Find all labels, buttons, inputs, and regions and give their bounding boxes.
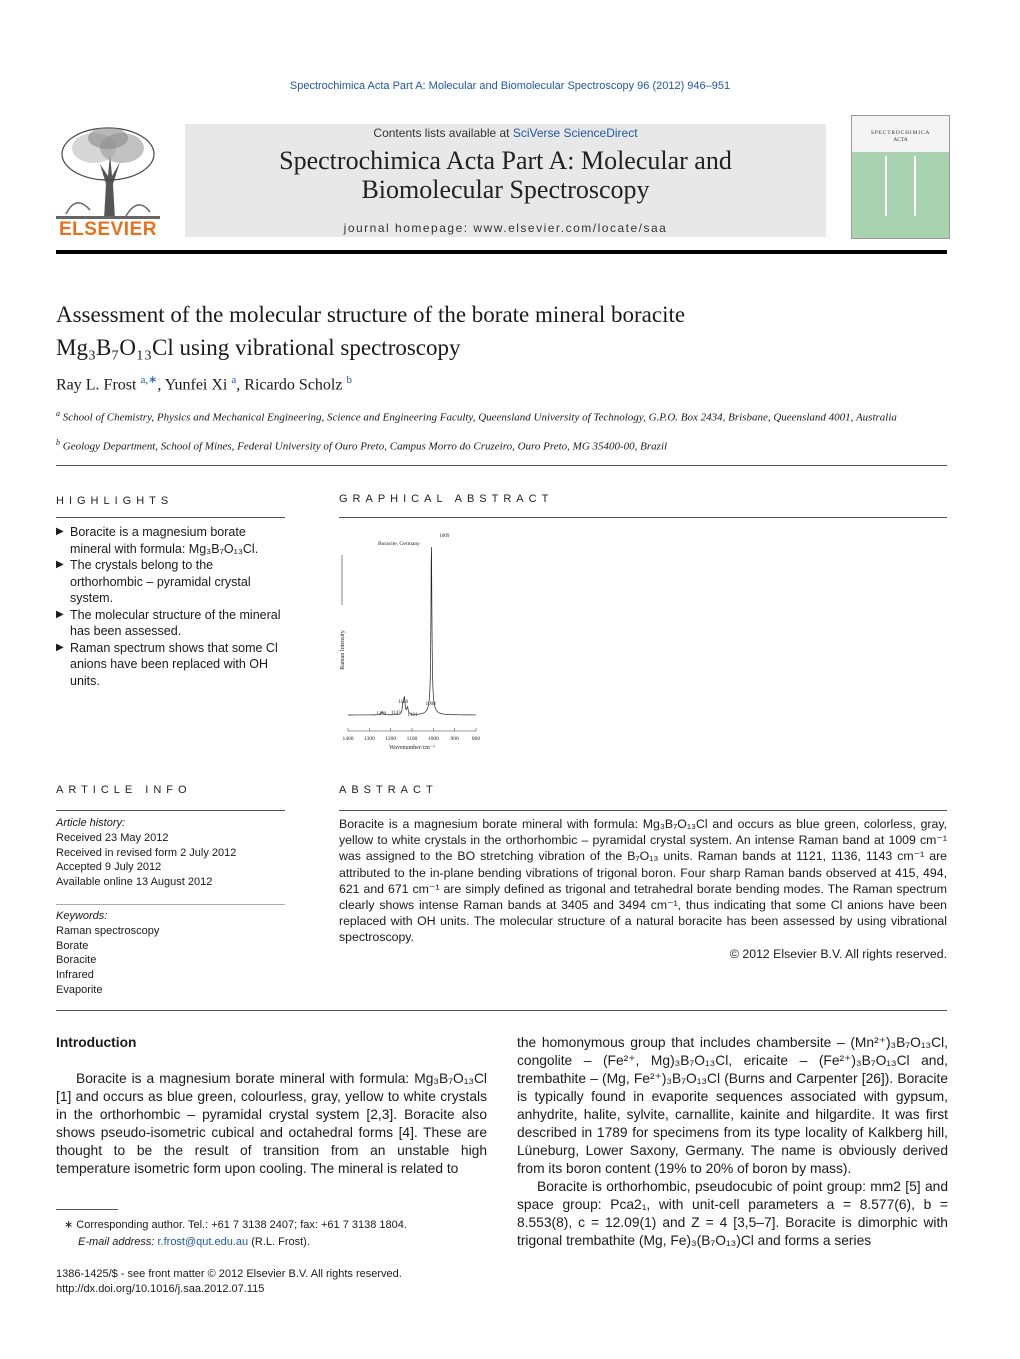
keywords-block <box>56 909 285 998</box>
highlights-list <box>56 524 286 689</box>
keyword: Raman spectroscopy <box>56 924 160 937</box>
abstract-divider <box>339 810 947 811</box>
introduction-left-paragraph: Boracite is a magnesium borate mineral with formula: Mg₃B₇O₁₃Cl [1] and occurs as blue green, colourless, gray, yellow to white crystals in the orthorhombic – pyramidal crystal system [2,3]. Boracite also shows pseudo-isometric cubical and octahedral forms [4]. These are thought to be the result of transition from an unstable high temperature isometric form upon cooling. The mineral is related to <box>56 1071 487 1176</box>
contents-prefix: Contents lists available at <box>373 126 510 140</box>
front-matter-note: 1386-1425/$ - see front matter © 2012 Elsevier B.V. All rights reserved. <box>56 1268 402 1280</box>
header-divider <box>56 250 947 254</box>
abstract-heading: ABSTRACT <box>339 784 438 796</box>
chart-x-ticks <box>343 728 481 742</box>
affiliation-mark: a <box>56 409 60 418</box>
chart-x-tick-label: 900 <box>450 736 459 742</box>
article-info-heading: ARTICLE INFO <box>56 784 192 796</box>
cover-stripe <box>885 156 887 216</box>
author-separator: , <box>236 376 245 394</box>
copyright-line: © 2012 Elsevier B.V. All rights reserved. <box>729 947 947 961</box>
article-history-label: Article history: <box>56 817 126 829</box>
journal-homepage[interactable]: journal homepage: www.elsevier.com/locate/saa <box>343 221 668 235</box>
article-title-line1: Assessment of the molecular structure of the borate mineral boracite <box>56 302 686 327</box>
highlight-item: ▶ The crystals belong to the orthorhombic – pyramidal crystal system. <box>56 558 251 605</box>
raman-spectrum-chart[interactable] <box>330 525 500 755</box>
keyword: Borate <box>56 939 89 952</box>
author-name[interactable]: Ricardo Scholz <box>244 376 343 394</box>
body-divider <box>56 1010 947 1011</box>
article-history <box>56 816 285 890</box>
chart-x-axis-label: Wavenumber/cm⁻¹ <box>389 745 435 751</box>
cover-title-1: SPECTROCHIMICA <box>870 130 931 136</box>
highlights-divider <box>56 517 285 518</box>
bullet-triangle-icon: ▶ <box>56 526 64 537</box>
chart-peak-label: 1008 <box>425 702 436 707</box>
highlight-item: ▶ Boracite is a magnesium borate mineral with formula: Mg₃B₇O₁₃Cl. <box>56 525 259 556</box>
keyword: Evaporite <box>56 983 103 996</box>
chart-peak-label: 1136 <box>398 700 409 705</box>
chart-peak-label: 1143 <box>390 711 401 716</box>
chart-peak-labels <box>376 534 450 718</box>
chart-x-tick-label: 1200 <box>385 736 397 742</box>
chart-peak-label: 1121 <box>407 713 418 718</box>
footnote-divider <box>56 1209 118 1210</box>
history-entry: Received 23 May 2012 <box>56 831 169 844</box>
chart-peak-label: 1240 <box>376 712 387 717</box>
chart-x-tick-label: 1300 <box>363 736 375 742</box>
keyword: Boracite <box>56 954 97 967</box>
publisher-wordmark[interactable]: ELSEVIER <box>59 219 157 240</box>
email-link[interactable]: r.frost@qut.edu.au <box>157 1236 249 1248</box>
graphical-abstract-divider <box>339 517 947 518</box>
journal-reference[interactable]: Spectrochimica Acta Part A: Molecular and Biomolecular Spectroscopy 96 (2012) 946–951 <box>289 80 731 92</box>
article-title <box>56 298 936 364</box>
history-entry: Accepted 9 July 2012 <box>56 861 162 874</box>
author-affiliation-mark[interactable]: b <box>346 374 352 386</box>
email-suffix: (R.L. Frost). <box>251 1236 310 1248</box>
author-separator: , <box>157 376 165 394</box>
bullet-triangle-icon: ▶ <box>56 608 64 620</box>
sciencedirect-link[interactable]: SciVerse ScienceDirect <box>512 126 638 140</box>
abstract-text: Boracite is a magnesium borate mineral with formula: Mg₃B₇O₁₃Cl and occurs as blue green, colorless, gray, yellow to white crystals in the orthorhombic – pyramidal crystal system. An intense Raman band at 1009 cm⁻¹ was assigned to the BO stretching vibration of the B₇O₁₃ units. Raman bands at 1121, 1136, 1143 cm⁻¹ are attributed to the in-plane bending vibrations of trigonal boron. Four sharp Raman bands observed at 415, 494, 621 and 671 cm⁻¹ are simply defined as trigonal and tetrahedral borate bending modes. The Raman spectrum clearly shows intense Raman bands at 3405 and 3494 cm⁻¹, thus indicating that some Cl anions have been replaced with OH units. The molecular structure of a natural boracite has been assessed by using vibrational spectroscopy. <box>339 817 947 945</box>
affiliation-text: Geology Department, School of Mines, Federal University of Ouro Preto, Campus Morro do Cruzeiro, Ouro Preto, MG 35400-00, Brazil <box>62 440 668 453</box>
chart-title: Boracite, Germany <box>378 541 420 547</box>
introduction-right-paragraph-1: the homonymous group that includes chambersite – (Mn²⁺)₃B₇O₁₃Cl, congolite – (Fe²⁺, Mg)₃B₇O₁₃Cl, ericaite – (Fe²⁺)₃B₇O₁₃Cl and, trembathite – (Mg, Fe²⁺)₃B₇O₁₃Cl (Burns and Carpenter [26]). Boracite is typically found in evaporite sequences associated with gypsum, anhydrite, halite, sylvite, carnallite, kainite and hilgardite. It was first described in 1789 for specimens from its type locality of Kalkberg hill, Lüneburg, Lower Saxony, Germany. The name is obviously derived from its boron content (19% to 20% of boron by mass). <box>517 1035 948 1176</box>
author-list <box>56 373 936 394</box>
article-info-divider <box>56 810 285 811</box>
affiliation-a <box>56 407 936 425</box>
chart-y-axis-label: Raman Intensity <box>340 630 346 670</box>
author-affiliation-mark[interactable]: a,∗ <box>140 374 158 386</box>
author-name[interactable]: Yunfei Xi <box>164 376 228 394</box>
highlight-item: ▶ Raman spectrum shows that some Cl anions have been replaced with OH units. <box>56 640 278 688</box>
graphical-abstract-heading: GRAPHICAL ABSTRACT <box>339 493 554 505</box>
chart-x-tick-label: 800 <box>471 736 481 742</box>
chart-series-line <box>348 547 476 715</box>
chart-x-tick-label: 1400 <box>342 736 354 742</box>
cover-title-2: ACTA <box>893 137 908 143</box>
affiliation-text: School of Chemistry, Physics and Mechanical Engineering, Science and Engineering Faculty, Queensland University of Technology, G.P.O. Box 2434, Brisbane, Queensland 4001, Australia <box>62 411 897 424</box>
author-name[interactable]: Ray L. Frost <box>56 376 137 394</box>
history-entry: Available online 13 August 2012 <box>56 876 213 889</box>
journal-title-line1: Spectrochimica Acta Part A: Molecular and <box>279 146 732 175</box>
keyword: Infrared <box>56 969 94 982</box>
keywords-label: Keywords: <box>56 910 108 922</box>
contents-line <box>185 126 826 140</box>
highlights-heading: HIGHLIGHTS <box>56 495 174 507</box>
affiliation-divider <box>56 465 947 466</box>
chart-x-tick-label: 1100 <box>406 736 418 742</box>
author-affiliation-mark[interactable]: a <box>231 374 237 386</box>
doi-link[interactable]: http://dx.doi.org/10.1016/j.saa.2012.07.115 <box>56 1283 265 1295</box>
journal-title-line2: Biomolecular Spectroscopy <box>361 175 650 204</box>
bullet-triangle-icon: ▶ <box>56 641 64 653</box>
affiliation-b <box>56 436 936 454</box>
chart-x-tick-label: 1000 <box>427 736 439 742</box>
cover-stripe <box>914 156 916 216</box>
email-label: E-mail address: <box>78 1236 155 1248</box>
keywords-divider <box>56 904 285 905</box>
journal-cover-image[interactable] <box>851 115 950 239</box>
email-note <box>78 1234 498 1250</box>
article-title-line2: Mg₃B₇O₁₃Cl using vibrational spectroscopy <box>56 335 461 360</box>
introduction-right-paragraph-2: Boracite is orthorhombic, pseudocubic of point group: mm2 [5] and space group: Pca2₁, with unit-cell parameters a = 8.577(6), b = 8.553(8), c = 12.09(1) and Z = 4 [3,5–7]. Boracite is dimorphic with trigonal trembathite (Mg, Fe)₃(B₇O₁₃)Cl and forms a series <box>517 1179 948 1248</box>
affiliation-mark: b <box>56 438 60 447</box>
journal-title[interactable] <box>185 146 826 204</box>
introduction-heading: Introduction <box>56 1035 137 1050</box>
chart-peak-label: 1009 <box>439 534 450 539</box>
history-entry: Received in revised form 2 July 2012 <box>56 846 237 859</box>
highlight-item: ▶ The molecular structure of the mineral has been assessed. <box>56 607 281 638</box>
corresponding-author-note: ∗ Corresponding author. Tel.: +61 7 3138 2407; fax: +61 7 3138 1804. <box>64 1219 407 1231</box>
bullet-triangle-icon: ▶ <box>56 559 64 570</box>
